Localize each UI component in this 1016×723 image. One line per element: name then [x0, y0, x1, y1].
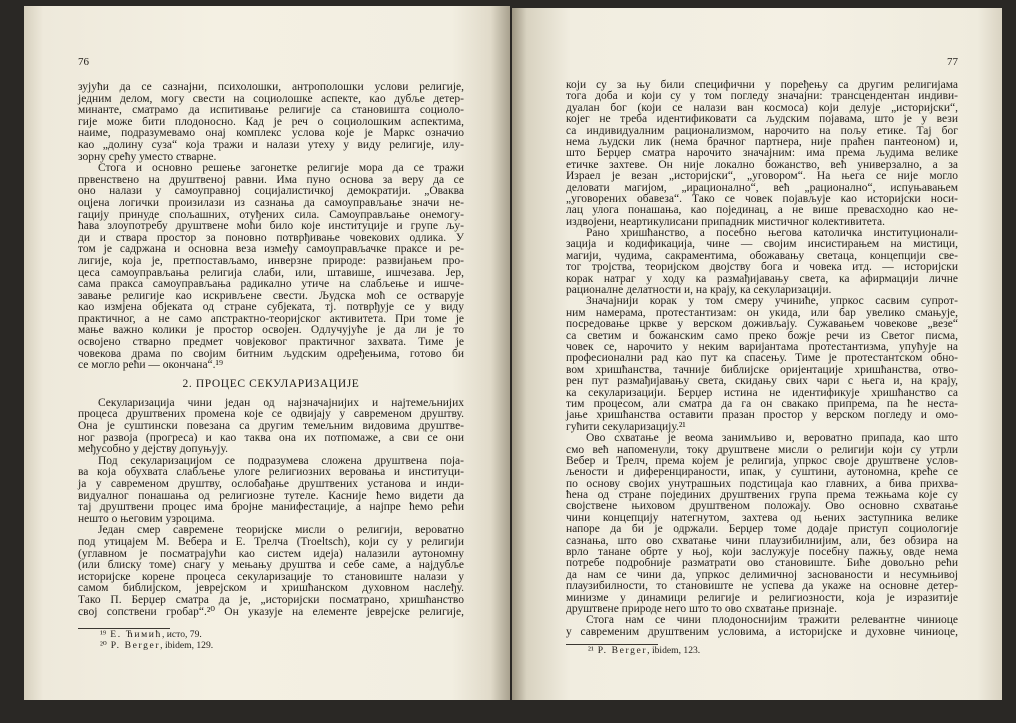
text-line: човекова драма по својим битним људским одређењима, готово би — [78, 347, 464, 360]
text-line: друштвене природе него што то ово схватање признаје. — [566, 602, 838, 615]
text-line: смо већ напоменули, току друштвене мисли о религији који су утрли — [566, 443, 958, 456]
text-line: ди и ствара простор за поновно потврђивање човекових одлика. У — [78, 231, 464, 244]
left-page — [24, 6, 510, 700]
footnote-text: , исто, 79. — [161, 629, 202, 641]
text-line: зујући да се сазнајни, психолошки, антрополошки услови религије, — [78, 81, 464, 93]
paragraph — [78, 398, 464, 456]
text-line: деловати магијом, „ирационално“, већ „рационално“, испуњавањем — [566, 181, 958, 194]
text-line: сазнања, што ово схватање чини плаузибилнијим, али, без обзира на — [566, 534, 958, 547]
text-line: ним намерама, протестантизам: он укида, или бар увелико смањује, — [566, 306, 958, 319]
text-line: тај друштвени процес има бројне манифестације, а најпре ћемо рећи — [78, 501, 464, 514]
footnote-author: P. Berger — [110, 640, 161, 652]
text-line: лигије, која је, претпостављамо, инверзне природе: развијањем про- — [78, 254, 464, 267]
text-line: Вебер и Трелч, према којем је религија, упркос своје друштвене услов- — [566, 454, 958, 467]
text-line: тим процесом, али сматра да га он свакако припрема, па ће неста- — [566, 397, 958, 410]
text-line: дуалан бог (који се налази ван космоса) који делује „историјски“, — [566, 101, 958, 114]
text-line: рационалне делатности и, на крају, ка секуларизацији. — [566, 284, 832, 297]
text-line: са светим и божанским само преко божје речи из Светог писма, — [566, 329, 958, 342]
text-line: међусобно у дејству допуњују. — [78, 443, 228, 456]
text-line: гије може бити плодоносно. Кад је реч о социолошким аспектима, — [78, 115, 464, 128]
text-line: лац улога понашања, као појединац, а не више превасходно као не- — [566, 204, 958, 217]
text-line: једним делом, могу свести на социолошке аспекте, као дубље детер- — [78, 92, 464, 105]
text-line: свој сопствени гробар“.²⁰ Он указује на елементе јеврејске религије, — [78, 605, 464, 618]
text-line: Тако П. Берџер сматра да је, „историјски посматрано, хришћанство — [78, 593, 464, 606]
text-line: Израел је везан „историјски“, „уговором“. На њега се није могло — [566, 170, 958, 183]
text-line: ја у савременом друштву, ослобађање друштвених установа и инди- — [78, 478, 464, 490]
paragraph — [566, 615, 958, 638]
footnotes — [78, 629, 464, 651]
text-line: минизме у динамици религије и религиозности, која је изразитије — [566, 591, 958, 604]
text-line: самом библијском, јеврејском и хришћанском духовном наслеђу. — [78, 582, 464, 595]
text-line: рен пут размађијавању света, скидању свих чари с њега и, на крају, — [566, 375, 958, 388]
text-line: мање важно колики је простор освојен. Одлучујуће је да ли је то — [78, 324, 464, 337]
text-line: који су за њу били специфични у поређењу са другим религијама — [566, 79, 958, 91]
text-line: чини концепцију натегнутом, захтева од њених заступника велике — [566, 511, 958, 524]
text-line: корак натраг у ходу ка размађијавању света, ка афирмацији личне — [566, 272, 958, 285]
text-line: тог тројства, теоријском двојству бога и човека итд. — историјски — [566, 261, 958, 274]
text-line: наиме, подразумевамо онај комплекс услова које је Маркс означио — [78, 127, 464, 140]
footnote-text: , ibidem, 129. — [160, 640, 214, 652]
text-line: Стога нам се чини плодоноснијим тражити релевантне чиниоце — [586, 614, 958, 627]
paragraph — [78, 525, 464, 618]
text-line: том је садржана и основна веза између самоуправљачке праксе и ре- — [78, 243, 464, 256]
text-line: (или блиску томе) снагу у мењању друштва и себе саме, а најдубље — [78, 559, 464, 572]
text-line: Стога и основно решење загонетке религије мора да се тражи — [98, 162, 464, 175]
footnote-marker: ¹⁹ — [100, 629, 107, 641]
paragraph — [78, 456, 464, 526]
text-line: Секуларизација чини један од најзначајнијих и најтемељнијих — [98, 396, 464, 409]
page-number: 77 — [947, 56, 958, 68]
text-line: минанте, сматрамо да испитивање религије са становишта социоло- — [78, 104, 464, 117]
text-line: Ово схватање је веома занимљиво и, вероватно припада, као што — [586, 432, 958, 445]
body-text — [78, 82, 464, 651]
text-before-heading — [78, 82, 464, 372]
page-number: 76 — [78, 56, 89, 68]
text-line: цеса самоуправљања религија слаби, или, штавише, ишчезава. Јер, — [78, 266, 464, 279]
footnotes — [566, 645, 958, 656]
footnote — [566, 645, 958, 656]
text-line: процеса друштвених промена које се одвијају у савременом друштву. — [78, 408, 464, 421]
paragraph — [78, 82, 464, 163]
text-line: посредовање цркве у верском доживљају. Сужавањем човекове „везе“ — [566, 318, 958, 331]
text-line: својствене њиховом друштвеном положају. Ово основно схватање — [566, 500, 958, 513]
text-line: Значајнији корак у том смеру учиниће, упркос сасвим супрот- — [586, 295, 958, 308]
text-line: напоре да би је одржали. Берџер томе додаје приступ социологије — [566, 523, 958, 536]
text-line: човек се, нарочито у неким варијантама протестантизма, упућује на — [566, 340, 958, 353]
text-line: као измјена објеката од стране субјеката, тј. потврђује се у виду — [78, 301, 464, 314]
text-line: Она је суштински повезана са другим темељним видовима друштве- — [78, 420, 464, 433]
footnote-text: , ibidem, 123. — [647, 645, 701, 657]
footnote-marker: ²⁰ — [100, 640, 107, 652]
text-line: практичног, а не само апстрактно-теоријског активитета. При томе је — [78, 312, 464, 325]
footnote-author: Е. Ћимић — [110, 629, 162, 641]
text-line: ћава злоупотребу друштвене моћи било које институције и групе љу- — [78, 220, 464, 233]
text-line: етичке захтеве. Он није локално божанство, већ универзално, а за — [566, 158, 958, 171]
text-line: ва која обухвата слабљење улоге религиозних веровања и институци- — [78, 466, 464, 479]
text-line: историјске корене процеса секуларизације то становиште налази у — [78, 570, 464, 583]
text-line: зација и кодификација, чине — својим инсистирањем на мистици, — [566, 238, 958, 251]
text-line: ног развоја (прогреса) и као таква она их потпомаже, а сви се они — [78, 431, 464, 444]
text-line: са индивидуалним рационализмом, нарочито на пољу етике. Тај бог — [566, 124, 958, 137]
text-line: оцјена логички произилази из сазнања да самоуправљање значи не- — [78, 196, 464, 209]
text-line: (углавном је посматрајући као систем идеја) налазили аутономну — [78, 547, 464, 560]
text-line: ка секуларизацији. Берџер истина не идентификује хришћанство са — [566, 386, 958, 399]
text-line: гућити секуларизацију.²¹ — [566, 420, 686, 433]
text-line: као „долину суза“ која тражи и налази утеху у виду религије, илу- — [78, 138, 464, 151]
paragraph — [566, 228, 958, 296]
text-line: вом хришћанства, тачније библијске оријентације хришћанства, отво- — [566, 363, 958, 376]
text-line: гацију принуде спољашних, отуђених сила. Самоуправљање онемогу- — [78, 208, 464, 221]
text-line: првенствено на друштвеној равни. Има пуно основа за веру да се — [78, 173, 464, 186]
text-line: врло танане обрте у њој, који заслужује посебну пажњу, овде нема — [566, 546, 958, 559]
text-line: оно налази у самоуправној социјалистичкој демократији. „Оваква — [78, 185, 464, 198]
text-line: којег не треба идентификовати са људским појавама, што је у вези — [566, 113, 958, 126]
text-line: јање хришћанства оставити празан простор у верском погледу и омо- — [566, 409, 958, 422]
text-line: љености и диференцираности, ипак, у суштини, аутономна, креће се — [566, 466, 958, 479]
footnote-author: P. Berger — [597, 645, 648, 657]
text-main — [566, 80, 958, 638]
body-text — [566, 80, 958, 656]
text-line: нема људски лик (нема брачног партнера, није праћен пантеоном) и, — [566, 135, 958, 148]
text-line: потребе подробније разматрати ово становиште. Биће довољно рећи — [566, 557, 958, 570]
text-line: професионални рад као пут ка спасењу. Тиме је протестантском обно- — [566, 352, 958, 365]
text-line: завање религије као искривљене свести. Људска моћ се остварује — [78, 289, 464, 302]
paragraph — [566, 433, 958, 615]
paragraph — [78, 163, 464, 372]
text-line: плаузибилности, то становиште не успева да укаже на основне детер- — [566, 580, 958, 593]
text-line: сама пракса самоуправљања радикално утиче на слабљење и ишче- — [78, 278, 464, 291]
text-line: по основу својих унутрашњих подстицаја као главних, а бива прихва- — [566, 477, 958, 490]
text-line: што Берџер сматра нарочито значајним: има према људима велике — [566, 147, 958, 160]
text-line: зорну срећу уместо стварне. — [78, 150, 217, 163]
text-line: освојено стварно предмет човјековог практичног захвата. Тиме је — [78, 336, 464, 349]
paragraph — [566, 296, 958, 433]
text-line: да нам се чини да, упркос делимичној заснованости и несумњивој — [566, 568, 958, 581]
text-line: у савременим друштвеним условима, а историјске и духовне чиниоце, — [566, 625, 958, 638]
text-line: под утицајем М. Вебера и Е. Трелча (Troeltsch), који су у религији — [78, 535, 464, 548]
text-line: магији, чудима, сакраментима, обожавању светаца, концепцији све- — [566, 249, 958, 262]
section-heading: 2. ПРОЦЕС СЕКУЛАРИЗАЦИЈЕ — [182, 377, 360, 390]
footnote — [78, 629, 464, 640]
footnote — [78, 640, 464, 651]
right-page — [512, 8, 1002, 700]
text-line: се могло рећи — окончана“.¹⁹ — [78, 359, 223, 372]
text-after-heading — [78, 398, 464, 618]
text-line: Један смер савремене теоријске мисли о религији, вероватно — [98, 524, 464, 537]
text-line: Рано хришћанство, а посебно његова католичка институционали- — [586, 227, 958, 240]
text-line: нешто о његовим узроцима. — [78, 512, 215, 525]
text-line: ћена од стране појединих друштвених група према тежњама које су — [566, 489, 958, 502]
text-line: тога доба и који су у том погледу значајни: трансцендентан индиви- — [566, 90, 958, 103]
footnote-marker: ²¹ — [588, 645, 594, 657]
text-line: видуалног понашања од религиозне тутеле. Касније ћемо видети да — [78, 489, 464, 502]
text-line: Под секуларизацијом се подразумева сложена друштвена поја- — [98, 454, 464, 467]
text-line: издвојени, неартикулисани припадник мистичног колективитета. — [566, 215, 886, 228]
paragraph — [566, 80, 958, 228]
text-line: „уговорених обавеза“. Тако се човек појављује као историјски носи- — [566, 192, 958, 205]
